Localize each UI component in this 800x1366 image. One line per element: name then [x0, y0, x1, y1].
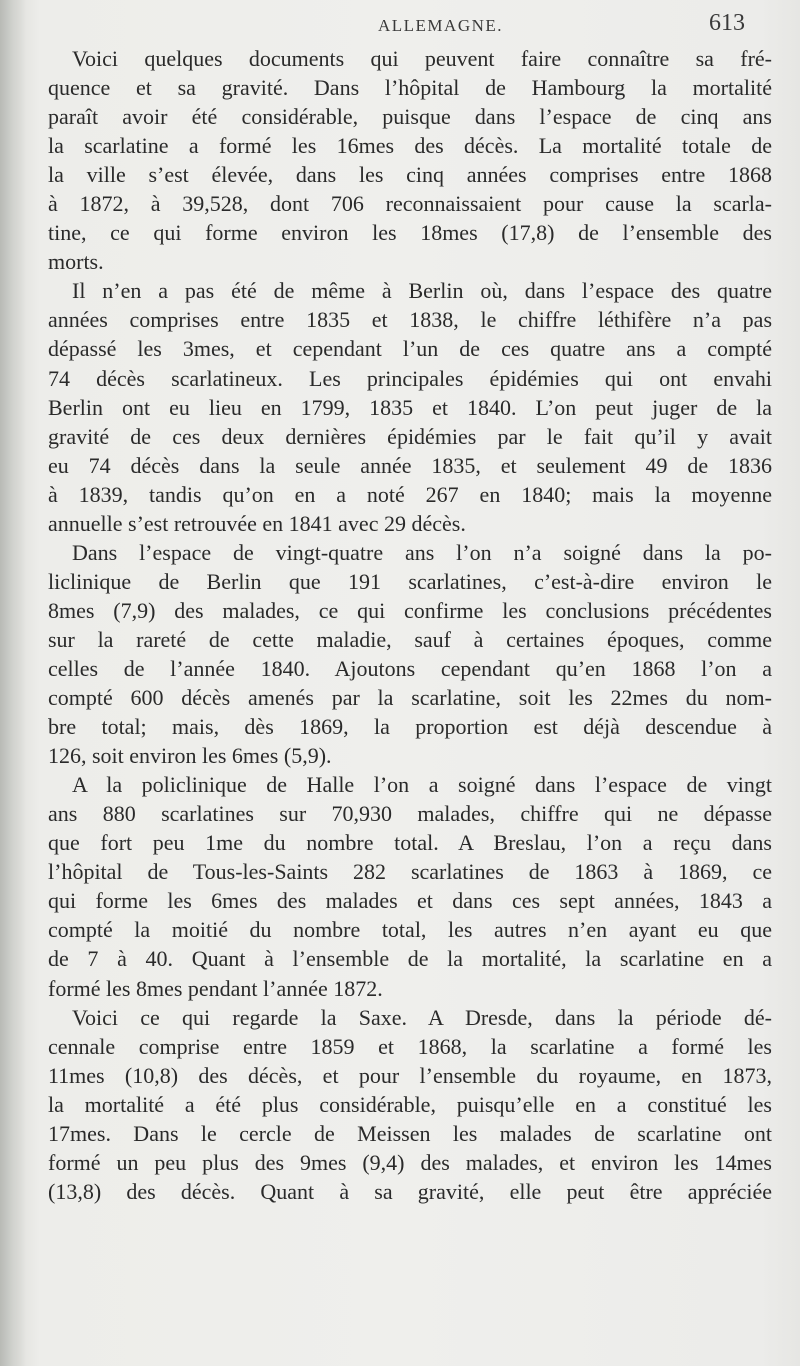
text-line: eu 74 décès dans la seule année 1835, et seulement 49 de 1836: [48, 452, 772, 478]
text-line: Dans l’espace de vingt-quatre ans l’on n’a soigné dans la po-: [72, 539, 772, 565]
text-line: la ville s’est élevée, dans les cinq années comprises entre 1868: [48, 162, 772, 188]
text-line: liclinique de Berlin que 191 scarlatines, c’est-à-dire environ le: [48, 568, 772, 594]
running-head: [0, 6, 800, 40]
text-line: A la policlinique de Halle l’on a soigné dans l’espace de vingt: [72, 772, 772, 798]
text-line: quence et sa gravité. Dans l’hôpital de Hambourg la mortalité: [48, 75, 772, 101]
body-text: [48, 44, 772, 1206]
text-line: qui forme les 6mes des malades et dans ces sept années, 1843 a: [48, 888, 772, 914]
text-line: compté 600 décès amenés par la scarlatine, soit les 22mes du nom-: [48, 685, 772, 711]
text-line: 74 décès scarlatineux. Les principales épidémies qui ont envahi: [48, 365, 772, 391]
text-line: la scarlatine a formé les 16mes des décès. La mortalité totale de: [48, 133, 772, 159]
text-line: de 7 à 40. Quant à l’ensemble de la mortalité, la scarlatine en a: [48, 946, 772, 972]
text-line: 11mes (10,8) des décès, et pour l’ensemble du royaume, en 1873,: [48, 1062, 772, 1088]
text-line: Il n’en a pas été de même à Berlin où, dans l’espace des quatre: [72, 278, 772, 304]
page-number: 613: [709, 10, 745, 36]
text-line: gravité de ces deux dernières épidémies par le fait qu’il y avait: [48, 423, 772, 449]
text-line: à 1839, tandis qu’on en a noté 267 en 1840; mais la moyenne: [48, 481, 772, 507]
text-line: formé un peu plus des 9mes (9,4) des malades, et environ les 14mes: [48, 1149, 772, 1175]
text-line: paraît avoir été considérable, puisque dans l’espace de cinq ans: [48, 104, 772, 130]
text-line: tine, ce qui forme environ les 18mes (17,8) de l’ensemble des: [48, 220, 772, 246]
text-line: cennale comprise entre 1859 et 1868, la scarlatine a formé les: [48, 1033, 772, 1059]
text-line: (13,8) des décès. Quant à sa gravité, elle peut être appréciée: [48, 1178, 772, 1204]
text-line: compté la moitié du nombre total, les autres n’en ayant eu que: [48, 917, 772, 943]
text-line: que fort peu 1me du nombre total. A Breslau, l’on a reçu dans: [48, 830, 772, 856]
text-line: celles de l’année 1840. Ajoutons cependant qu’en 1868 l’on a: [48, 655, 772, 681]
text-line: 8mes (7,9) des malades, ce qui confirme les conclusions précédentes: [48, 597, 772, 623]
text-line: années comprises entre 1835 et 1838, le chiffre léthifère n’a pas: [48, 307, 772, 333]
text-line: 17mes. Dans le cercle de Meissen les malades de scarlatine ont: [48, 1120, 772, 1146]
text-line: sur la rareté de cette maladie, sauf à certaines époques, comme: [48, 626, 772, 652]
text-line: annuelle s’est retrouvée en 1841 avec 29 décès.: [48, 510, 466, 536]
text-line: Berlin ont eu lieu en 1799, 1835 et 1840. L’on peut juger de la: [48, 394, 772, 420]
text-line: Voici ce qui regarde la Saxe. A Dresde, dans la période dé-: [72, 1004, 772, 1030]
text-line: formé les 8mes pendant l’année 1872.: [48, 975, 383, 1001]
running-title: ALLEMAGNE.: [378, 16, 504, 35]
text-line: la mortalité a été plus considérable, puisqu’elle en a constitué les: [48, 1091, 772, 1117]
text-line: l’hôpital de Tous-les-Saints 282 scarlatines de 1863 à 1869, ce: [48, 859, 772, 885]
text-line: dépassé les 3mes, et cependant l’un de ces quatre ans a compté: [48, 336, 772, 362]
text-line: à 1872, à 39,528, dont 706 reconnaissaient pour cause la scarla-: [48, 191, 772, 217]
text-line: ans 880 scarlatines sur 70,930 malades, chiffre qui ne dépasse: [48, 801, 772, 827]
text-line: bre total; mais, dès 1869, la proportion est déjà descendue à: [48, 714, 772, 740]
text-line: 126, soit environ les 6mes (5,9).: [48, 743, 332, 769]
page-gutter-shadow: [0, 0, 26, 1366]
text-line: Voici quelques documents qui peuvent faire connaître sa fré-: [72, 46, 772, 71]
text-line: morts.: [48, 249, 104, 275]
